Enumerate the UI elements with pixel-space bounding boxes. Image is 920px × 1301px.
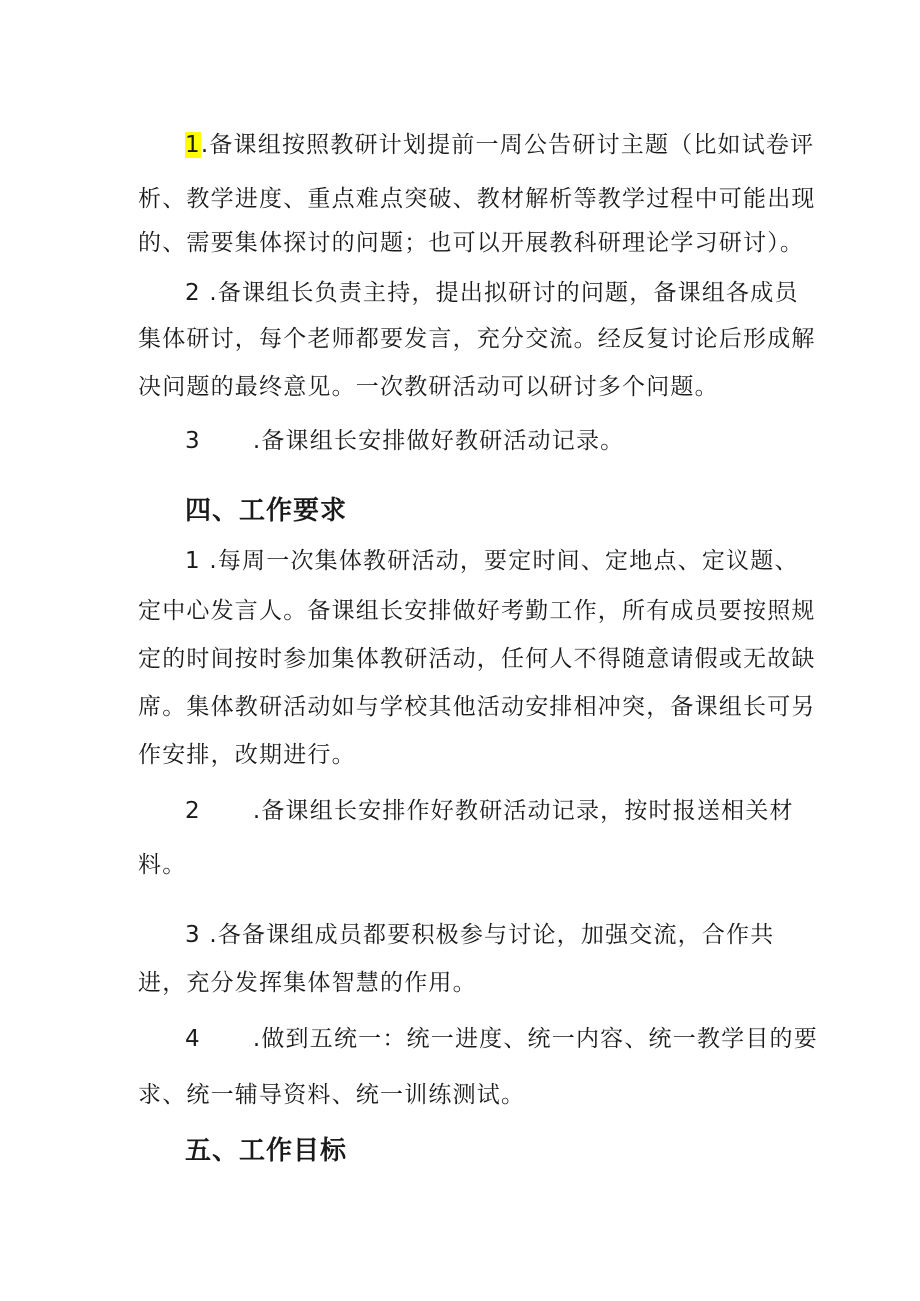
paragraph-line: 定中心发言人。备课组长安排做好考勤工作，所有成员要按照规 xyxy=(138,598,816,624)
paragraph-line: 3 .备课组长安排做好教研活动记录。 xyxy=(185,428,625,454)
section-heading: 四、工作要求 xyxy=(185,496,348,526)
paragraph-line: 集体研讨，每个老师都要发言，充分交流。经反复讨论后形成解 xyxy=(138,326,816,352)
paragraph-line: 席。集体教研活动如与学校其他活动安排相冲突，备课组长可另 xyxy=(138,694,816,720)
paragraph-line: 决问题的最终意见。一次教研活动可以研讨多个问题。 xyxy=(138,374,719,400)
paragraph-line: 1 .每周一次集体教研活动，要定时间、定地点、定议题、 xyxy=(185,548,799,574)
paragraph-line: 2 .备课组长负责主持，提出拟研讨的问题，备课组各成员 xyxy=(185,280,799,306)
paragraph-line: 4 .做到五统一：统一进度、统一内容、统一教学目的要 xyxy=(185,1026,818,1052)
highlighted-number: 1 xyxy=(185,132,201,158)
paragraph-line: 3 .各备课组成员都要积极参与讨论，加强交流，合作共 xyxy=(185,922,775,948)
paragraph-line: 定的时间按时参加集体教研活动，任何人不得随意请假或无故缺 xyxy=(138,646,816,672)
paragraph-line: 2 .备课组长安排作好教研活动记录，按时报送相关材 xyxy=(185,798,794,824)
paragraph-line: 进，充分发挥集体智慧的作用。 xyxy=(138,970,477,996)
paragraph-line: 求、统一辅导资料、统一训练测试。 xyxy=(138,1082,526,1108)
paragraph-line: 料。 xyxy=(138,852,187,878)
paragraph-line: 的、需要集体探讨的问题；也可以开展教科研理论学习研讨）。 xyxy=(138,230,805,256)
paragraph-line: 作安排，改期进行。 xyxy=(138,742,356,768)
section-heading: 五、工作目标 xyxy=(185,1136,348,1166)
paragraph-line: 1.备课组按照教研计划提前一周公告研讨主题（比如试卷评 xyxy=(185,132,815,158)
paragraph-line: 析、教学进度、重点难点突破、教材解析等教学过程中可能出现 xyxy=(138,186,816,212)
